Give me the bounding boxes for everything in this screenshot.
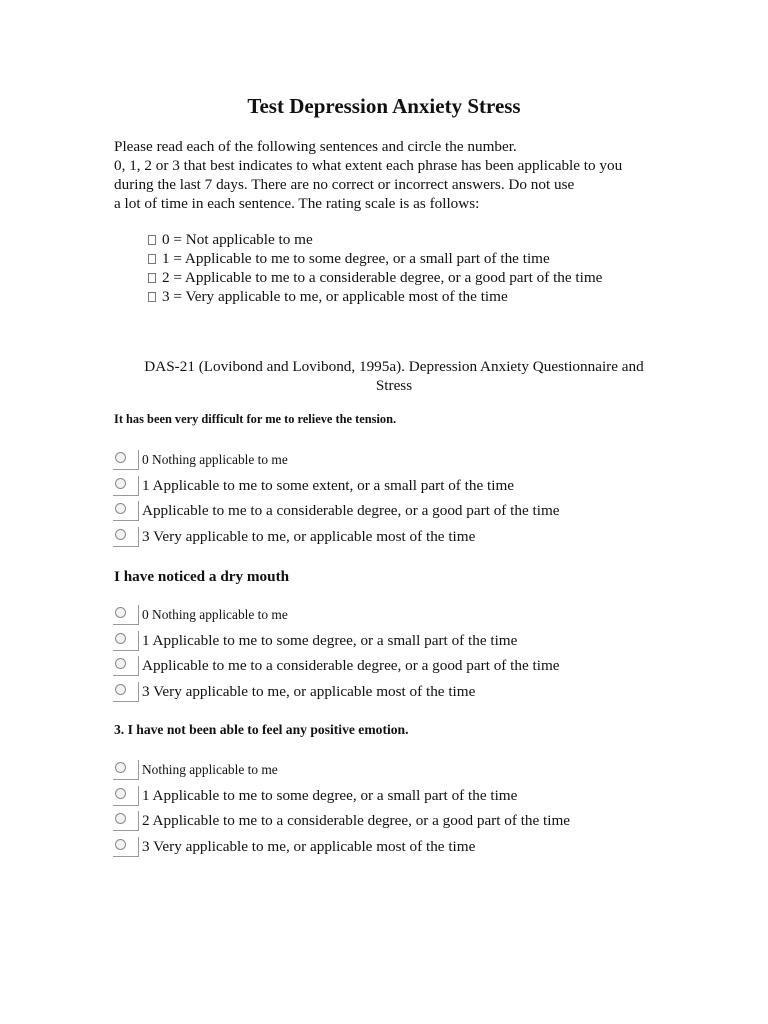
subtitle-line: Stress — [375, 377, 413, 394]
radio-button[interactable] — [115, 839, 126, 850]
bullet-box-icon — [148, 235, 156, 245]
answer-label: 1 Applicable to me to some degree, or a small part of the time — [142, 631, 518, 649]
answer-option[interactable] — [113, 498, 560, 524]
question-3-options — [113, 757, 570, 860]
radio-cell — [113, 605, 139, 625]
rating-scale-item — [148, 268, 602, 287]
answer-label: 0 Nothing applicable to me — [142, 606, 288, 622]
radio-cell — [113, 527, 139, 547]
radio-cell — [113, 760, 139, 780]
radio-button[interactable] — [115, 813, 126, 824]
answer-label: Nothing applicable to me — [142, 761, 278, 777]
subtitle-line: DAS-21 (Lovibond and Lovibond, 1995a). Depression Anxiety Questionnaire and — [144, 358, 644, 375]
radio-cell — [113, 811, 139, 831]
question-2-options — [113, 602, 560, 705]
answer-option[interactable] — [113, 808, 570, 834]
answer-option[interactable] — [113, 473, 560, 499]
radio-button[interactable] — [115, 762, 126, 773]
answer-label: 3 Very applicable to me, or applicable most of the time — [142, 837, 476, 855]
radio-cell — [113, 682, 139, 702]
rating-scale-text: 1 = Applicable to me to some degree, or a small part of the time — [162, 250, 550, 267]
radio-button[interactable] — [115, 788, 126, 799]
bullet-box-icon — [148, 254, 156, 264]
rating-scale-text: 2 = Applicable to me to a considerable degree, or a good part of the time — [162, 269, 603, 286]
radio-cell — [113, 786, 139, 806]
answer-label: 3 Very applicable to me, or applicable most of the time — [142, 682, 476, 700]
radio-cell — [113, 631, 139, 651]
radio-cell — [113, 476, 139, 496]
page-title: Test Depression Anxiety Stress — [247, 94, 521, 118]
bullet-box-icon — [148, 273, 156, 283]
rating-scale-text: 3 = Very applicable to me, or applicable most of the time — [162, 288, 508, 305]
radio-button[interactable] — [115, 658, 126, 669]
answer-label: Applicable to me to a considerable degree, or a good part of the time — [142, 657, 560, 675]
rating-scale-item — [148, 249, 602, 268]
answer-label: 1 Applicable to me to some degree, or a small part of the time — [142, 786, 518, 804]
radio-cell — [113, 501, 139, 521]
radio-cell — [113, 450, 139, 470]
answer-option[interactable] — [113, 834, 570, 860]
intro-paragraph — [114, 137, 674, 213]
radio-button[interactable] — [115, 684, 126, 695]
intro-line: during the last 7 days. There are no correct or incorrect answers. Do not use — [114, 176, 575, 193]
rating-scale-item — [148, 287, 602, 306]
rating-scale-item — [148, 230, 602, 249]
answer-option[interactable] — [113, 524, 560, 550]
radio-cell — [113, 656, 139, 676]
question-3-text: 3. I have not been able to feel any positive emotion. — [114, 722, 409, 737]
answer-option[interactable] — [113, 447, 560, 473]
intro-line: Please read each of the following sentences and circle the number. — [114, 138, 517, 155]
question-2-text: I have noticed a dry mouth — [114, 568, 290, 585]
intro-line: 0, 1, 2 or 3 that best indicates to what extent each phrase has been applicable to you — [114, 157, 623, 174]
radio-button[interactable] — [115, 529, 126, 540]
intro-line: a lot of time in each sentence. The rating scale is as follows: — [114, 195, 480, 212]
answer-label: 0 Nothing applicable to me — [142, 451, 288, 467]
answer-option[interactable] — [113, 653, 560, 679]
question-1-text: It has been very difficult for me to relieve the tension. — [114, 412, 397, 426]
rating-scale-text: 0 = Not applicable to me — [162, 231, 313, 248]
radio-button[interactable] — [115, 478, 126, 489]
rating-scale-list — [148, 230, 602, 306]
answer-label: 2 Applicable to me to a considerable degree, or a good part of the time — [142, 812, 571, 830]
answer-option[interactable] — [113, 783, 570, 809]
radio-button[interactable] — [115, 607, 126, 618]
answer-label: 3 Very applicable to me, or applicable most of the time — [142, 527, 476, 545]
answer-option[interactable] — [113, 602, 560, 628]
radio-button[interactable] — [115, 633, 126, 644]
answer-option[interactable] — [113, 757, 570, 783]
answer-option[interactable] — [113, 679, 560, 705]
question-1-options — [113, 447, 560, 550]
answer-label: 1 Applicable to me to some extent, or a small part of the time — [142, 476, 514, 494]
radio-cell — [113, 837, 139, 857]
questionnaire-subtitle — [114, 357, 674, 395]
answer-option[interactable] — [113, 628, 560, 654]
answer-label: Applicable to me to a considerable degree, or a good part of the time — [142, 502, 560, 520]
bullet-box-icon — [148, 292, 156, 302]
radio-button[interactable] — [115, 452, 126, 463]
radio-button[interactable] — [115, 503, 126, 514]
